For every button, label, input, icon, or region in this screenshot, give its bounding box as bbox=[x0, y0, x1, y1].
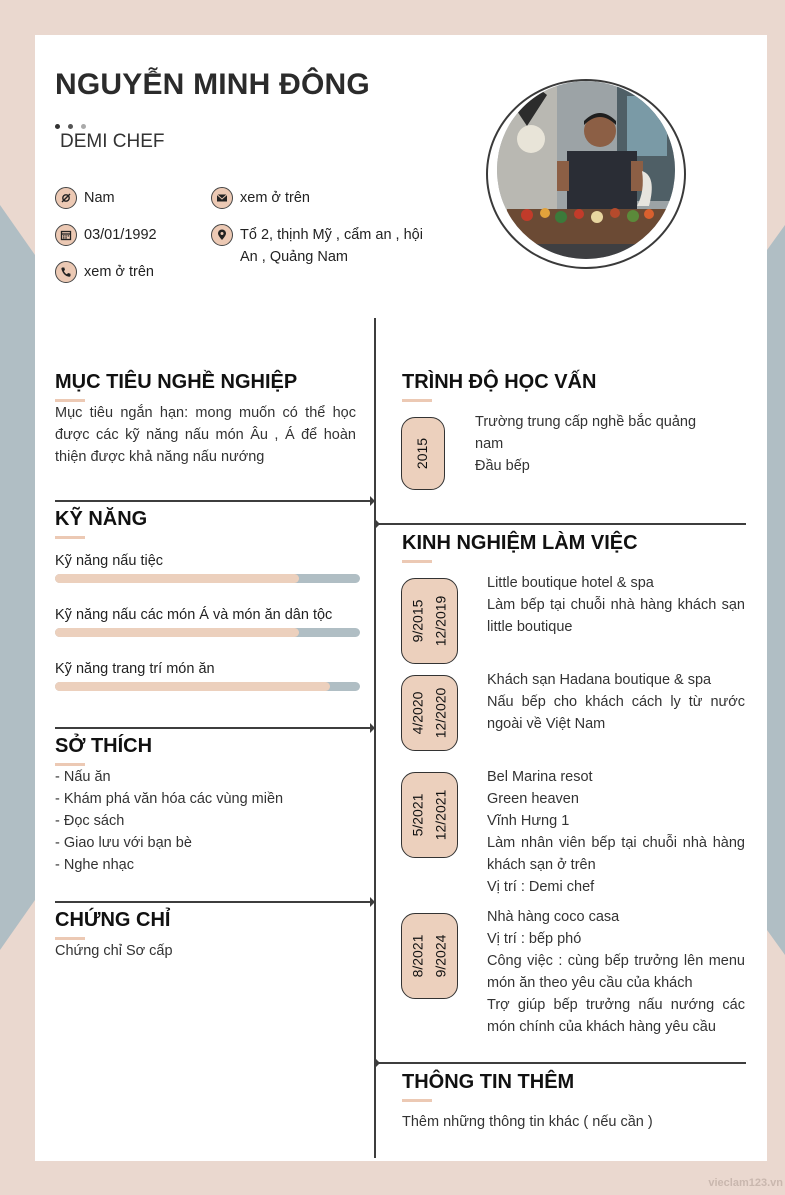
date-start: 8/2021 bbox=[409, 934, 426, 978]
location-icon bbox=[211, 224, 233, 246]
education-line: Trường trung cấp nghề bắc quảng bbox=[475, 414, 697, 430]
objective-line: Mục tiêu ngắn hạn: mong muốn có thể học bbox=[55, 405, 356, 421]
certificate-text: Chứng chỉ Sơ cấp bbox=[55, 943, 173, 959]
experience-line: Bel Marina resot bbox=[487, 769, 593, 785]
experience-detail bbox=[487, 669, 745, 735]
dob-text: 03/01/1992 bbox=[84, 227, 157, 243]
divider-certificates bbox=[55, 901, 374, 903]
experience-period bbox=[401, 675, 458, 751]
experience-dates bbox=[406, 790, 452, 841]
date-end: 12/2019 bbox=[432, 595, 449, 647]
email-text: xem ở trên bbox=[240, 190, 310, 206]
address-line-2: An , Quảng Nam bbox=[240, 249, 348, 265]
divider-experience bbox=[376, 523, 746, 525]
experience-detail bbox=[487, 572, 745, 638]
divider-hobbies bbox=[55, 727, 374, 729]
experience-line: Little boutique hotel & spa bbox=[487, 575, 654, 591]
experience-line: khách sạn ở trên bbox=[487, 857, 596, 873]
experience-line: Vĩnh Hưng 1 bbox=[487, 813, 570, 829]
date-end: 12/2021 bbox=[432, 789, 449, 841]
hobby-item: - Nấu ăn bbox=[55, 769, 111, 785]
cv-page bbox=[35, 35, 767, 1161]
calendar-icon bbox=[55, 224, 77, 246]
education-period bbox=[401, 417, 445, 490]
skill-label: Kỹ năng trang trí món ăn bbox=[55, 661, 215, 677]
experience-underline bbox=[402, 560, 432, 563]
job-title: DEMI CHEF bbox=[60, 131, 165, 152]
experience-line: ngoài về Việt Nam bbox=[487, 716, 606, 732]
hobby-item: - Đọc sách bbox=[55, 813, 125, 829]
info-address bbox=[211, 224, 423, 268]
side-decoration-left bbox=[0, 0, 40, 1195]
skill-label: Kỹ năng nấu các món Á và món ăn dân tộc bbox=[55, 607, 333, 623]
experience-period bbox=[401, 913, 458, 999]
hobby-item: - Khám phá văn hóa các vùng miền bbox=[55, 791, 284, 807]
phone-icon bbox=[55, 261, 77, 283]
experience-dates bbox=[406, 596, 452, 647]
info-email bbox=[211, 187, 310, 209]
skill-bar bbox=[55, 682, 360, 691]
experience-line: món ăn theo yêu cầu của khách bbox=[487, 975, 693, 991]
skills-title: KỸ NĂNG bbox=[55, 508, 148, 530]
additional-underline bbox=[402, 1099, 432, 1102]
skill-bar bbox=[55, 574, 360, 583]
experience-period bbox=[401, 772, 458, 858]
education-detail bbox=[475, 411, 745, 477]
skill-bar-fill bbox=[55, 574, 299, 583]
email-icon bbox=[211, 187, 233, 209]
experience-title: KINH NGHIỆM LÀM VIỆC bbox=[402, 532, 638, 554]
skill-bar-fill bbox=[55, 682, 330, 691]
gender-text: Nam bbox=[84, 190, 115, 206]
hobbies-title: SỞ THÍCH bbox=[55, 735, 153, 757]
education-title: TRÌNH ĐỘ HỌC VẤN bbox=[402, 371, 597, 393]
additional-title: THÔNG TIN THÊM bbox=[402, 1071, 575, 1093]
candidate-name: NGUYỄN MINH ĐÔNG bbox=[55, 68, 370, 101]
skill-bar-fill bbox=[55, 628, 299, 637]
objective-title: MỤC TIÊU NGHỀ NGHIỆP bbox=[55, 371, 298, 393]
objective-line: thiện được khả năng nấu nướng bbox=[55, 449, 265, 465]
experience-line: Nấu bếp cho khách cách ly từ nước bbox=[487, 694, 745, 710]
experience-line: Trợ giúp bếp trưởng nấu nướng các bbox=[487, 997, 745, 1013]
date-start: 9/2015 bbox=[409, 599, 426, 643]
hobby-item: - Giao lưu với bạn bè bbox=[55, 835, 192, 851]
education-line: nam bbox=[475, 436, 504, 452]
date-end: 9/2024 bbox=[432, 934, 449, 978]
experience-line: Vị trí : Demi chef bbox=[487, 879, 595, 895]
skills-underline bbox=[55, 536, 85, 539]
experience-line: Làm nhân viên bếp tại chuỗi nhà hàng bbox=[487, 835, 745, 851]
additional-text: Thêm những thông tin khác ( nếu cần ) bbox=[402, 1114, 653, 1130]
experience-detail bbox=[487, 906, 745, 1038]
gender-icon bbox=[55, 187, 77, 209]
hobbies-list bbox=[55, 766, 283, 876]
skill-bar bbox=[55, 628, 360, 637]
info-phone bbox=[55, 261, 154, 283]
experience-line: Khách sạn Hadana boutique & spa bbox=[487, 672, 712, 688]
date-start: 4/2020 bbox=[409, 691, 426, 735]
skill-label: Kỹ năng nấu tiệc bbox=[55, 553, 164, 569]
experience-line: Green heaven bbox=[487, 791, 579, 807]
education-year: 2015 bbox=[414, 437, 431, 470]
experience-line: Công việc : cùng bếp trưởng lên menu bbox=[487, 953, 745, 969]
column-divider bbox=[374, 318, 376, 1158]
experience-line: Làm bếp tại chuỗi nhà hàng khách sạn bbox=[487, 597, 745, 613]
hobby-item: - Nghe nhạc bbox=[55, 857, 134, 873]
certificates-title: CHỨNG CHỈ bbox=[55, 909, 171, 931]
experience-line: Vị trí : bếp phó bbox=[487, 931, 582, 947]
education-line: Đầu bếp bbox=[475, 458, 530, 474]
objective-text bbox=[55, 402, 356, 468]
experience-line: little boutique bbox=[487, 619, 573, 635]
experience-detail bbox=[487, 766, 745, 898]
date-end: 12/2020 bbox=[432, 687, 449, 739]
watermark: vieclam123.vn bbox=[708, 1177, 783, 1189]
divider-skills bbox=[55, 500, 374, 502]
education-underline bbox=[402, 399, 432, 402]
divider-additional bbox=[376, 1062, 746, 1064]
profile-photo bbox=[497, 81, 675, 259]
info-dob bbox=[55, 224, 157, 246]
experience-dates bbox=[406, 688, 452, 739]
info-gender bbox=[55, 187, 115, 209]
experience-period bbox=[401, 578, 458, 664]
phone-text: xem ở trên bbox=[84, 264, 154, 280]
address-line-1: Tổ 2, thịnh Mỹ , cẩm an , hội bbox=[240, 227, 423, 243]
objective-line: được các kỹ năng nấu món Âu , Á để hoàn bbox=[55, 427, 356, 443]
experience-line: Nhà hàng coco casa bbox=[487, 909, 620, 925]
experience-dates bbox=[406, 935, 452, 978]
experience-line: món chính của khách hàng yêu cầu bbox=[487, 1019, 716, 1035]
date-start: 5/2021 bbox=[409, 793, 426, 837]
